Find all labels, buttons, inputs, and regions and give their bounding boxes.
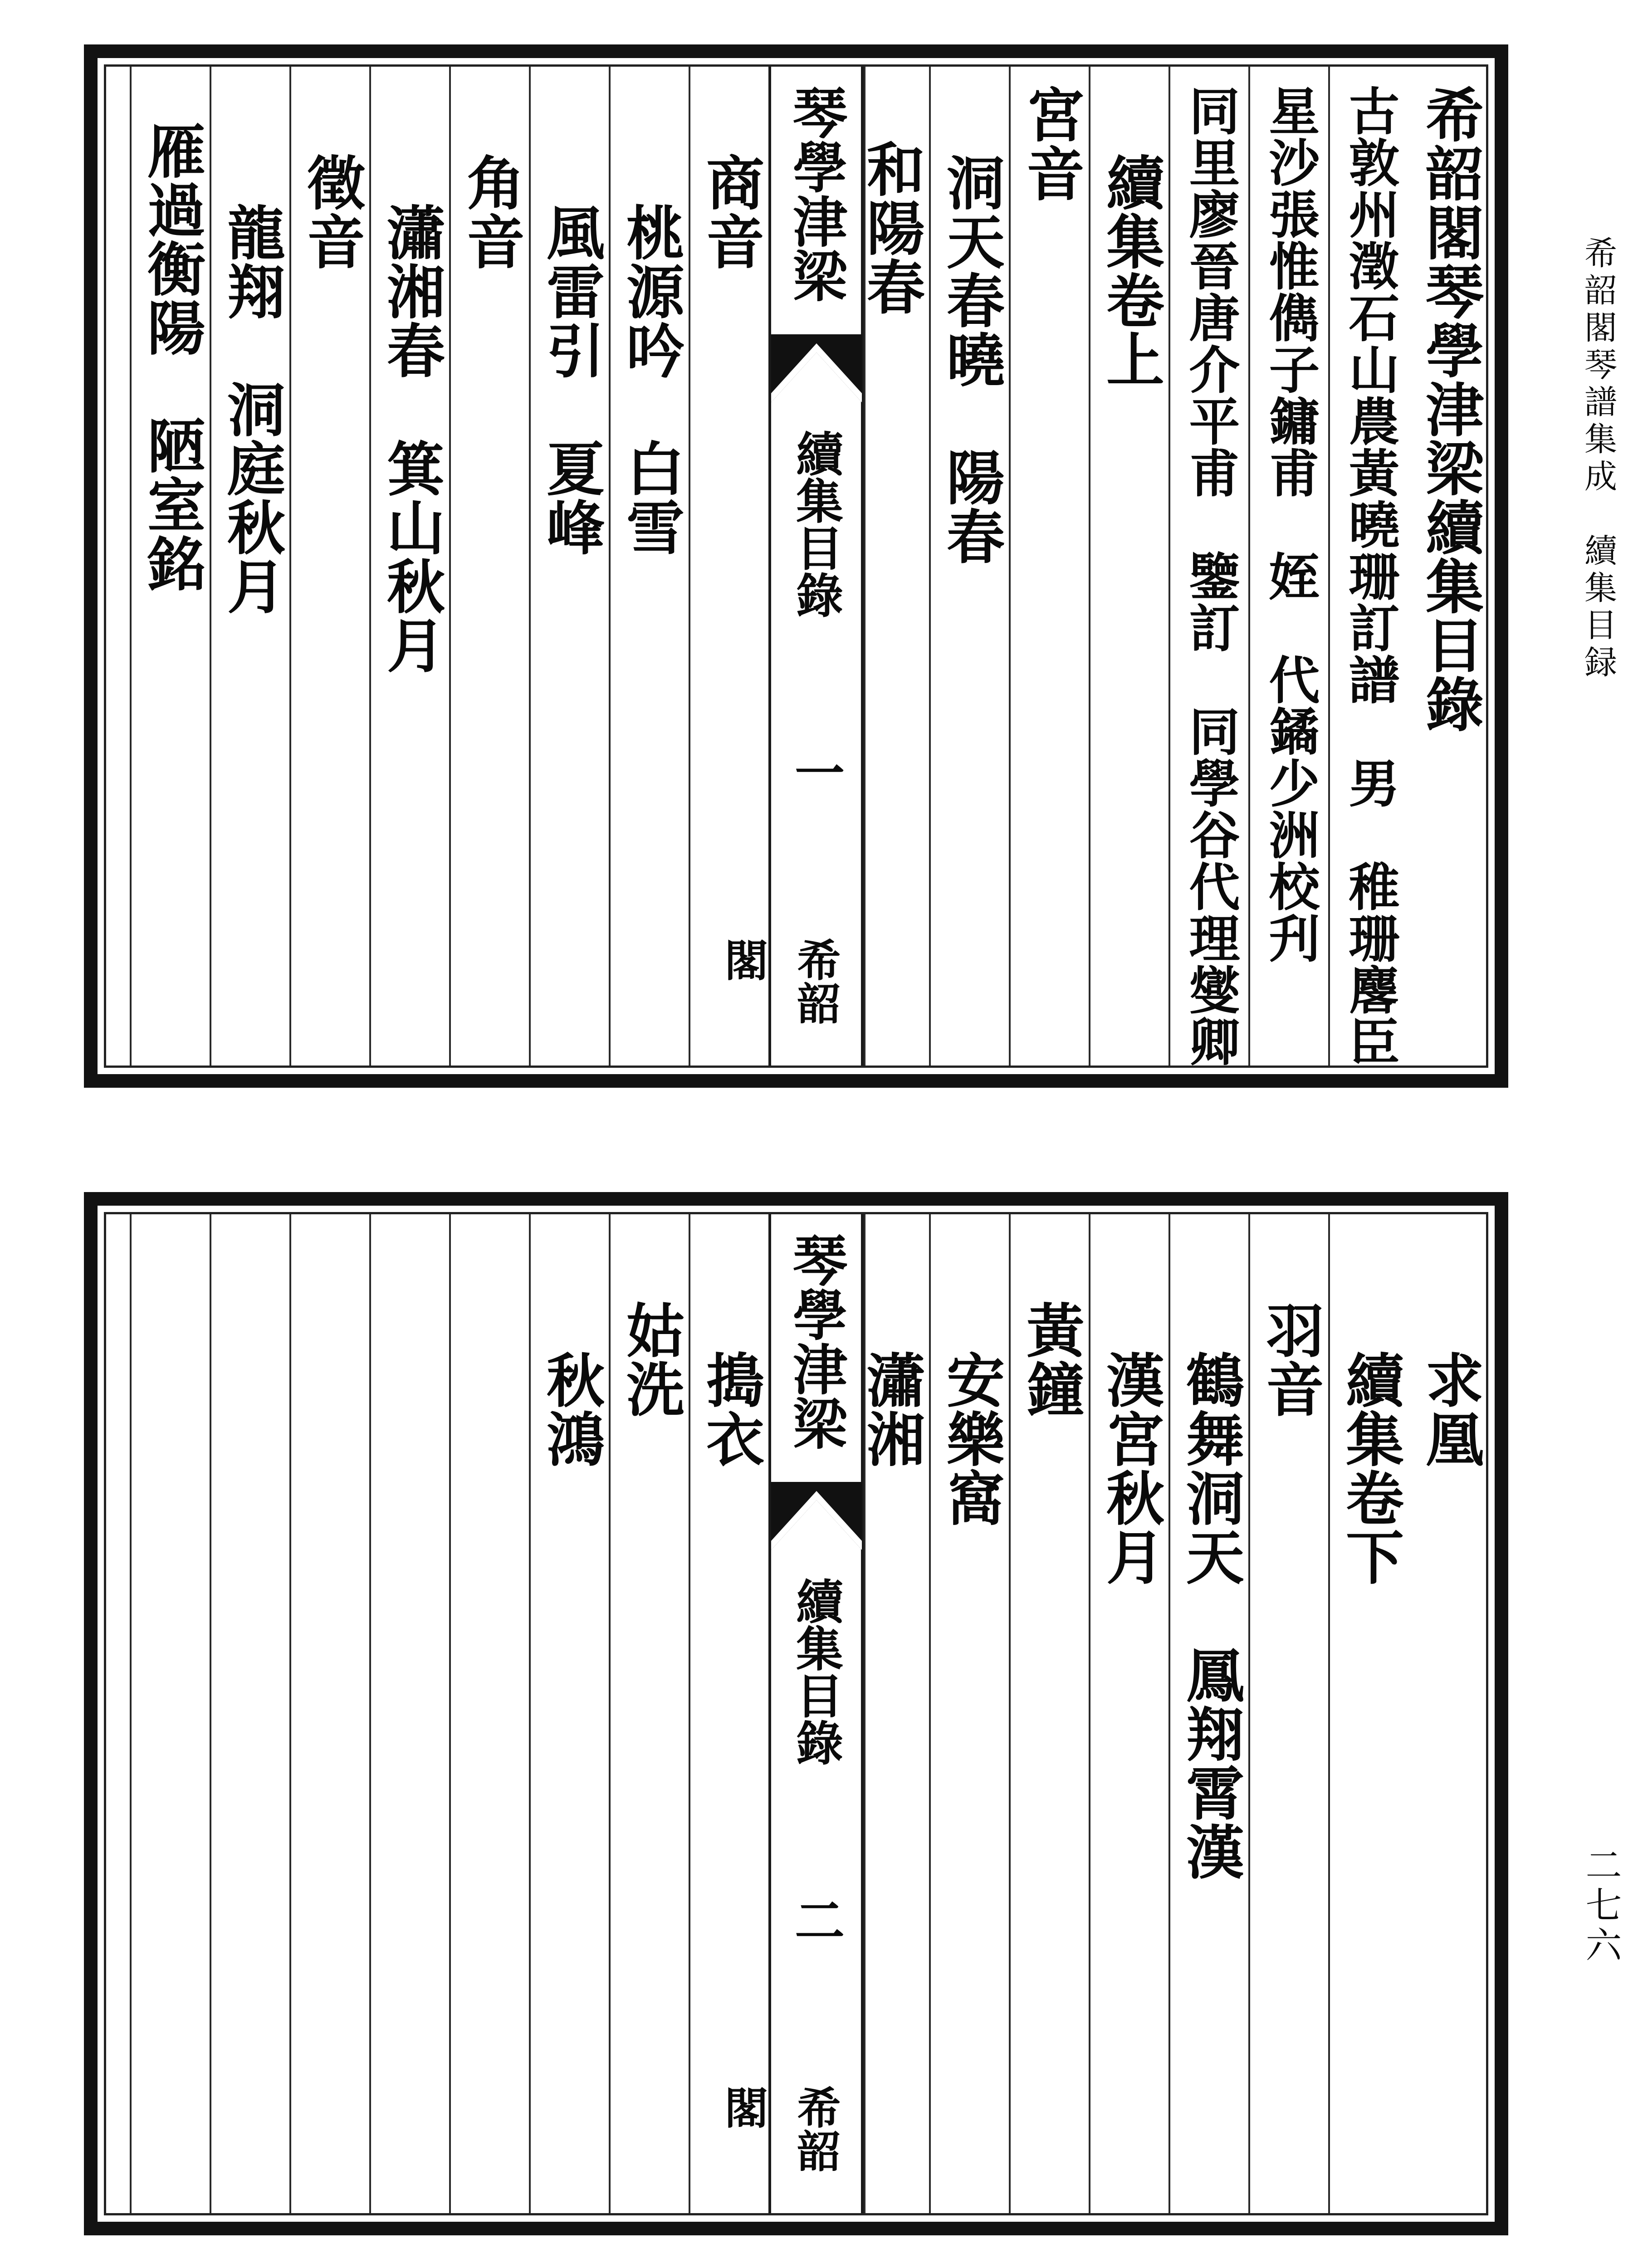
toc-entry: 求凰 (1416, 1350, 1484, 1468)
volume-heading: 續集卷上 (1096, 153, 1164, 389)
column (929, 1214, 1009, 2213)
volume-heading: 續集卷下 (1336, 1350, 1404, 1586)
column (1009, 67, 1089, 1066)
mode-heading: 姑洗 (616, 1300, 684, 1418)
margin-title: 琴學津梁 (784, 1232, 848, 1450)
column (857, 1214, 929, 2213)
column (1328, 1214, 1408, 2213)
toc-entry: 瀟湘 (857, 1350, 925, 1468)
credit-line: 同里廖晉唐介平甫 鑒訂 同學谷代理燮卿 (1181, 85, 1240, 1067)
column (1169, 1214, 1248, 2213)
column (369, 1214, 449, 2213)
mode-heading: 羽音 (1256, 1300, 1324, 1418)
column (210, 67, 289, 1066)
column (130, 67, 210, 1066)
toc-entry: 雁過衡陽 陋室銘 (137, 121, 205, 593)
column (689, 1214, 768, 2213)
column (609, 1214, 689, 2213)
column (857, 67, 929, 1066)
column (529, 1214, 609, 2213)
column (1408, 1214, 1488, 2213)
column (1248, 67, 1328, 1066)
column (929, 67, 1009, 1066)
mode-heading: 徵音 (297, 153, 365, 271)
toc-entry: 搗衣 (696, 1350, 764, 1468)
margin-section: 續集目錄 (788, 1577, 844, 1766)
toc-entry: 秋鴻 (537, 1350, 605, 1468)
bottom-leaf-frame (104, 1212, 1488, 2215)
fishtail-mark (771, 1482, 862, 1550)
toc-entry: 鶴舞洞天 鳳翔霄漢 (1176, 1350, 1244, 1881)
column (289, 67, 369, 1066)
column (1089, 67, 1169, 1066)
mode-heading: 黃鐘 (1017, 1300, 1085, 1418)
column (449, 1214, 529, 2213)
column (529, 67, 609, 1066)
column (689, 67, 768, 1066)
credit-line: 星沙張惟儁子鏞甫 姪 代鐍少洲校刋 (1261, 85, 1320, 964)
toc-entry: 漢宮秋月 (1096, 1350, 1164, 1586)
column (1169, 67, 1248, 1066)
top-leaf (84, 44, 1508, 1088)
margin-hall: 希韶閣 (718, 2085, 841, 2172)
mode-heading: 宮音 (1017, 85, 1085, 203)
toc-title: 希韶閣琴學津梁續集目錄 (1416, 85, 1484, 733)
top-leaf-frame (104, 64, 1488, 1068)
bottom-leaf (84, 1192, 1508, 2235)
margin-folio: 一 (787, 747, 845, 797)
column (1009, 1214, 1089, 2213)
column (130, 1214, 210, 2213)
column (1328, 67, 1408, 1066)
toc-entry: 桃源吟 白雪 (616, 203, 684, 557)
column (289, 1214, 369, 2213)
toc-entry: 安樂窩 (937, 1350, 1005, 1527)
credit-line: 古敦州澂石山農黃曉珊訂譜 男 稚珊麐臣 (1340, 85, 1400, 1067)
column (1408, 67, 1488, 1066)
page-number: 二七六 (1579, 1846, 1622, 1966)
fishtail-mark (771, 334, 862, 402)
margin-section: 續集目錄 (788, 430, 844, 618)
mode-heading: 角音 (457, 153, 525, 271)
margin-folio: 二 (787, 1895, 845, 1945)
mode-heading: 商音 (696, 153, 764, 271)
column (449, 67, 529, 1066)
column (1089, 1214, 1169, 2213)
toc-entry: 和陽春 (857, 139, 925, 316)
toc-entry: 瀟湘春 箕山秋月 (377, 203, 445, 675)
column (369, 67, 449, 1066)
toc-entry: 龍翔 洞庭秋月 (217, 203, 285, 616)
running-title: 希韶閣琴譜集成 續集目録 (1579, 236, 1617, 682)
column (1248, 1214, 1328, 2213)
toc-entry: 風雷引 夏峰 (537, 203, 605, 557)
margin-hall: 希韶閣 (718, 938, 841, 1025)
toc-entry: 洞天春曉 陽春 (937, 153, 1005, 566)
column (210, 1214, 289, 2213)
margin-title: 琴學津梁 (784, 85, 848, 303)
column (609, 67, 689, 1066)
